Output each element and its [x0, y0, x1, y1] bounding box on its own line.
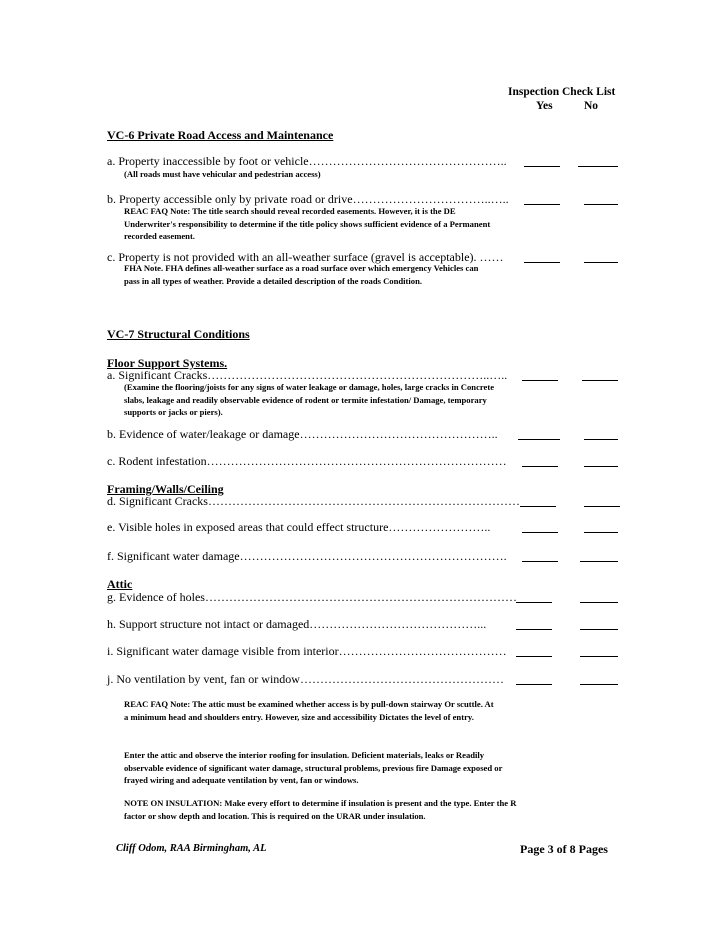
vc7-i-yes-blank[interactable]	[516, 656, 552, 657]
vc6-c-no-blank[interactable]	[584, 262, 618, 263]
checklist-title: Inspection Check List	[508, 86, 616, 98]
vc7-item-d: d. Significant Cracks……………………………………………………………………	[107, 494, 520, 508]
vc7-b-yes-blank[interactable]	[518, 439, 560, 440]
vc7-h-no-blank[interactable]	[580, 629, 618, 630]
vc7-item-c: c. Rodent infestation…………………………………………………………………	[107, 454, 507, 468]
no-column-label: No	[584, 100, 599, 112]
vc7-h-yes-blank[interactable]	[516, 629, 552, 630]
vc7-note-a: (Examine the flooring/joists for any signs of water leakage or damage, holes, large cracks in Concrete slabs, leakage and readily observable evidence of rodent or termite infestation/ Damage, temporary supports or jacks or piers).	[124, 382, 495, 417]
vc6-note-b: REAC FAQ Note: The title search should reveal recorded easements. However, it is the DE Underwriter's responsibility to determine if the title policy shows sufficient evidence of a Permanent recorded easement.	[124, 206, 491, 241]
vc7-item-f: f. Significant water damage………………………………………………………….	[107, 549, 507, 563]
vc6-section-title: VC-6 Private Road Access and Maintenance	[107, 128, 334, 142]
vc7-item-j: j. No ventilation by vent, fan or window……………………………………………	[107, 672, 504, 686]
vc7-item-h: h. Support structure not intact or damaged……………………………………...	[107, 617, 487, 631]
vc7-g-yes-blank[interactable]	[516, 602, 552, 603]
vc7-i-no-blank[interactable]	[580, 656, 618, 657]
vc7-e-no-blank[interactable]	[584, 532, 618, 533]
vc7-c-yes-blank[interactable]	[522, 466, 558, 467]
vc6-item-a: a. Property inaccessible by foot or vehicle…………………………………………..	[107, 154, 507, 168]
vc6-b-yes-blank[interactable]	[524, 204, 560, 205]
vc7-section-title: VC-7 Structural Conditions	[107, 327, 250, 341]
footer-author: Cliff Odom, RAA Birmingham, AL	[116, 843, 267, 854]
vc7-c-no-blank[interactable]	[584, 466, 618, 467]
vc7-d-yes-blank[interactable]	[520, 506, 556, 507]
vc7-e-yes-blank[interactable]	[522, 532, 558, 533]
attic-reac-note: REAC FAQ Note: The attic must be examined whether access is by pull-down stairway Or scuttle. At a minimum head and shoulders entry. However, size and accessibility Dictates the level of entry.	[124, 699, 494, 722]
vc7-f-yes-blank[interactable]	[522, 561, 558, 562]
footer-page-number: Page 3 of 8 Pages	[520, 842, 608, 856]
vc6-b-no-blank[interactable]	[584, 204, 618, 205]
vc6-note-c: FHA Note. FHA defines all-weather surface as a road surface over which emergency Vehicles can pass in all types of weather. Provide a detailed description of the roads Condition.	[124, 263, 479, 286]
vc6-item-b: b. Property accessible only by private road or drive……………………………..…..	[107, 192, 509, 206]
vc7-d-no-blank[interactable]	[584, 506, 620, 507]
vc7-item-e: e. Visible holes in exposed areas that could effect structure……………………..	[107, 520, 491, 534]
vc7-item-i: i. Significant water damage visible from interior……………………………………	[107, 644, 507, 658]
vc7-g-no-blank[interactable]	[580, 602, 618, 603]
vc7-item-a: a. Significant Cracks……………………………………………………………..…..	[107, 368, 508, 382]
vc7-b-no-blank[interactable]	[584, 439, 618, 440]
vc7-f-no-blank[interactable]	[580, 561, 618, 562]
vc7-j-yes-blank[interactable]	[516, 684, 552, 685]
vc6-item-c: c. Property is not provided with an all-weather surface (gravel is acceptable). ……	[107, 250, 504, 264]
vc6-note-a: (All roads must have vehicular and pedestrian access)	[124, 169, 321, 179]
framing-title: Framing/Walls/Ceiling	[107, 482, 224, 496]
vc7-j-no-blank[interactable]	[580, 684, 618, 685]
vc7-a-no-blank[interactable]	[582, 380, 618, 381]
insulation-note: NOTE ON INSULATION: Make every effort to determine if insulation is present and the type. Enter the R factor or show depth and location. This is required on the URAR under insulation.	[124, 798, 517, 821]
vc6-a-no-blank[interactable]	[578, 166, 618, 167]
floor-support-title: Floor Support Systems.	[107, 356, 228, 370]
vc7-item-b: b. Evidence of water/leakage or damage…………………………………………..	[107, 427, 498, 441]
vc7-item-g: g. Evidence of holes……………………………………………………………………	[107, 590, 517, 604]
vc6-c-yes-blank[interactable]	[524, 262, 560, 263]
vc7-a-yes-blank[interactable]	[522, 380, 558, 381]
vc6-a-yes-blank[interactable]	[524, 166, 560, 167]
attic-title: Attic	[107, 577, 133, 591]
yes-column-label: Yes	[536, 100, 553, 112]
attic-observe-note: Enter the attic and observe the interior roofing for insulation. Deficient materials, leaks or Readily observable evidence of significant water damage, structural problems, previous fire Damage exposed or frayed wiring and adequate ventilation by vent, fan or windows.	[124, 750, 503, 785]
